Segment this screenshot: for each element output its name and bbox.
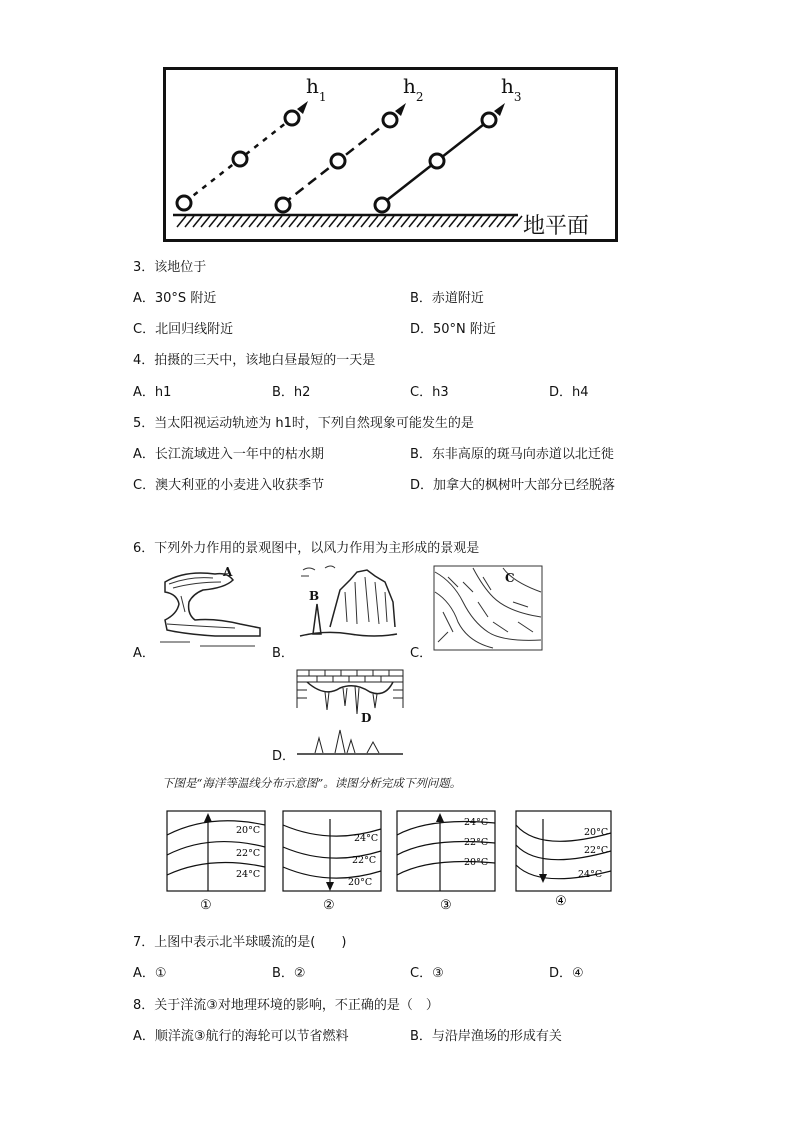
ocean-isotherm-figure [160,805,620,915]
ocean-figure-intro: 下图是“海洋等温线分布示意图”。读图分析完成下列问题。 [162,776,462,790]
question-6-stem: 6．下列外力作用的景观图中，以风力作用为主形成的景观是 [133,541,480,556]
isotherm-panel-3 [397,811,495,913]
q3-option-c[interactable]: C．北回归线附近 [133,322,234,337]
q8-option-a[interactable]: A．顺洋流③航行的海轮可以节省燃料 [133,1029,349,1044]
ground-label: 地平面 [523,214,590,239]
sun-position [482,113,496,127]
image-letter-d: D [361,711,372,725]
panel-number: ① [200,898,212,913]
isotherm-label: 24°C [236,869,261,880]
question-4-stem: 4．拍摄的三天中，该地白昼最短的一天是 [133,353,376,368]
isotherm-panel-2 [283,811,381,913]
question-7-stem: 7．上图中表示北半球暖流的是( ) [133,935,347,950]
isotherm-label: 22°C [464,837,489,848]
sun-position [430,154,444,168]
q4-option-c[interactable]: C．h3 [410,385,449,400]
panel-number: ③ [440,898,452,913]
isotherm-label: 24°C [354,833,379,844]
label-h2: $h_2$ [403,74,424,104]
q7-option-a[interactable]: A．① [133,966,167,981]
q7-option-c[interactable]: C．③ [410,966,444,981]
sun-position [375,198,389,212]
q4-option-a[interactable]: A．h1 [133,385,172,400]
q6-option-c[interactable]: C． [410,646,433,661]
landscape-image-c [433,562,543,652]
sun-position [331,154,345,168]
landscape-image-b [295,562,400,647]
q6-option-b[interactable]: B． [272,646,294,661]
sun-path-figure [163,67,618,242]
q5-option-c[interactable]: C．澳大利亚的小麦进入收获季节 [133,478,325,493]
q4-option-d[interactable]: D．h4 [549,385,589,400]
isotherm-label: 20°C [584,827,609,838]
q6-option-a[interactable]: A． [133,646,155,661]
q7-option-d[interactable]: D．④ [549,966,584,981]
question-5-stem: 5．当太阳视运动轨迹为 h1时，下列自然现象可能发生的是 [133,416,474,431]
sun-position [177,196,191,210]
q3-option-d[interactable]: D．50°N 附近 [410,322,496,337]
q7-option-b[interactable]: B．② [272,966,306,981]
landscape-image-a [155,562,270,652]
sun-position [285,111,299,125]
sun-position [383,113,397,127]
isotherm-label: 22°C [236,848,261,859]
isotherm-panel-4 [516,811,611,909]
isotherm-label: 20°C [236,825,261,836]
image-letter-c: C [505,571,515,585]
sun-position [233,152,247,166]
q3-option-b[interactable]: B．赤道附近 [410,291,484,306]
question-8-stem: 8．关于洋流③对地理环境的影响，不正确的是（ ） [133,998,439,1013]
q8-option-b[interactable]: B．与沿岸渔场的形成有关 [410,1029,562,1044]
q5-option-a[interactable]: A．长江流域进入一年中的枯水期 [133,447,324,462]
q3-option-a[interactable]: A．30°S 附近 [133,291,217,306]
question-3-stem: 3．该地位于 [133,260,207,275]
q6-option-d[interactable]: D． [272,749,296,764]
q5-option-d[interactable]: D．加拿大的枫树叶大部分已经脱落 [410,478,616,493]
isotherm-label: 24°C [464,817,489,828]
image-letter-a: A [223,565,233,579]
isotherm-label: 20°C [464,857,489,868]
q4-option-b[interactable]: B．h2 [272,385,311,400]
label-h1: $h_1$ [306,74,327,104]
isotherm-panel-1 [167,811,265,913]
q5-option-b[interactable]: B．东非高原的斑马向赤道以北迁徙 [410,447,614,462]
isotherm-label: 22°C [352,855,377,866]
isotherm-label: 20°C [348,877,373,888]
landscape-image-d [295,668,405,758]
image-letter-b: B [309,589,320,603]
isotherm-label: 22°C [584,845,609,856]
sun-position [276,198,290,212]
isotherm-label: 24°C [578,869,603,880]
label-h3: $h_3$ [501,74,522,104]
panel-number: ② [323,898,335,913]
panel-number: ④ [555,894,567,909]
